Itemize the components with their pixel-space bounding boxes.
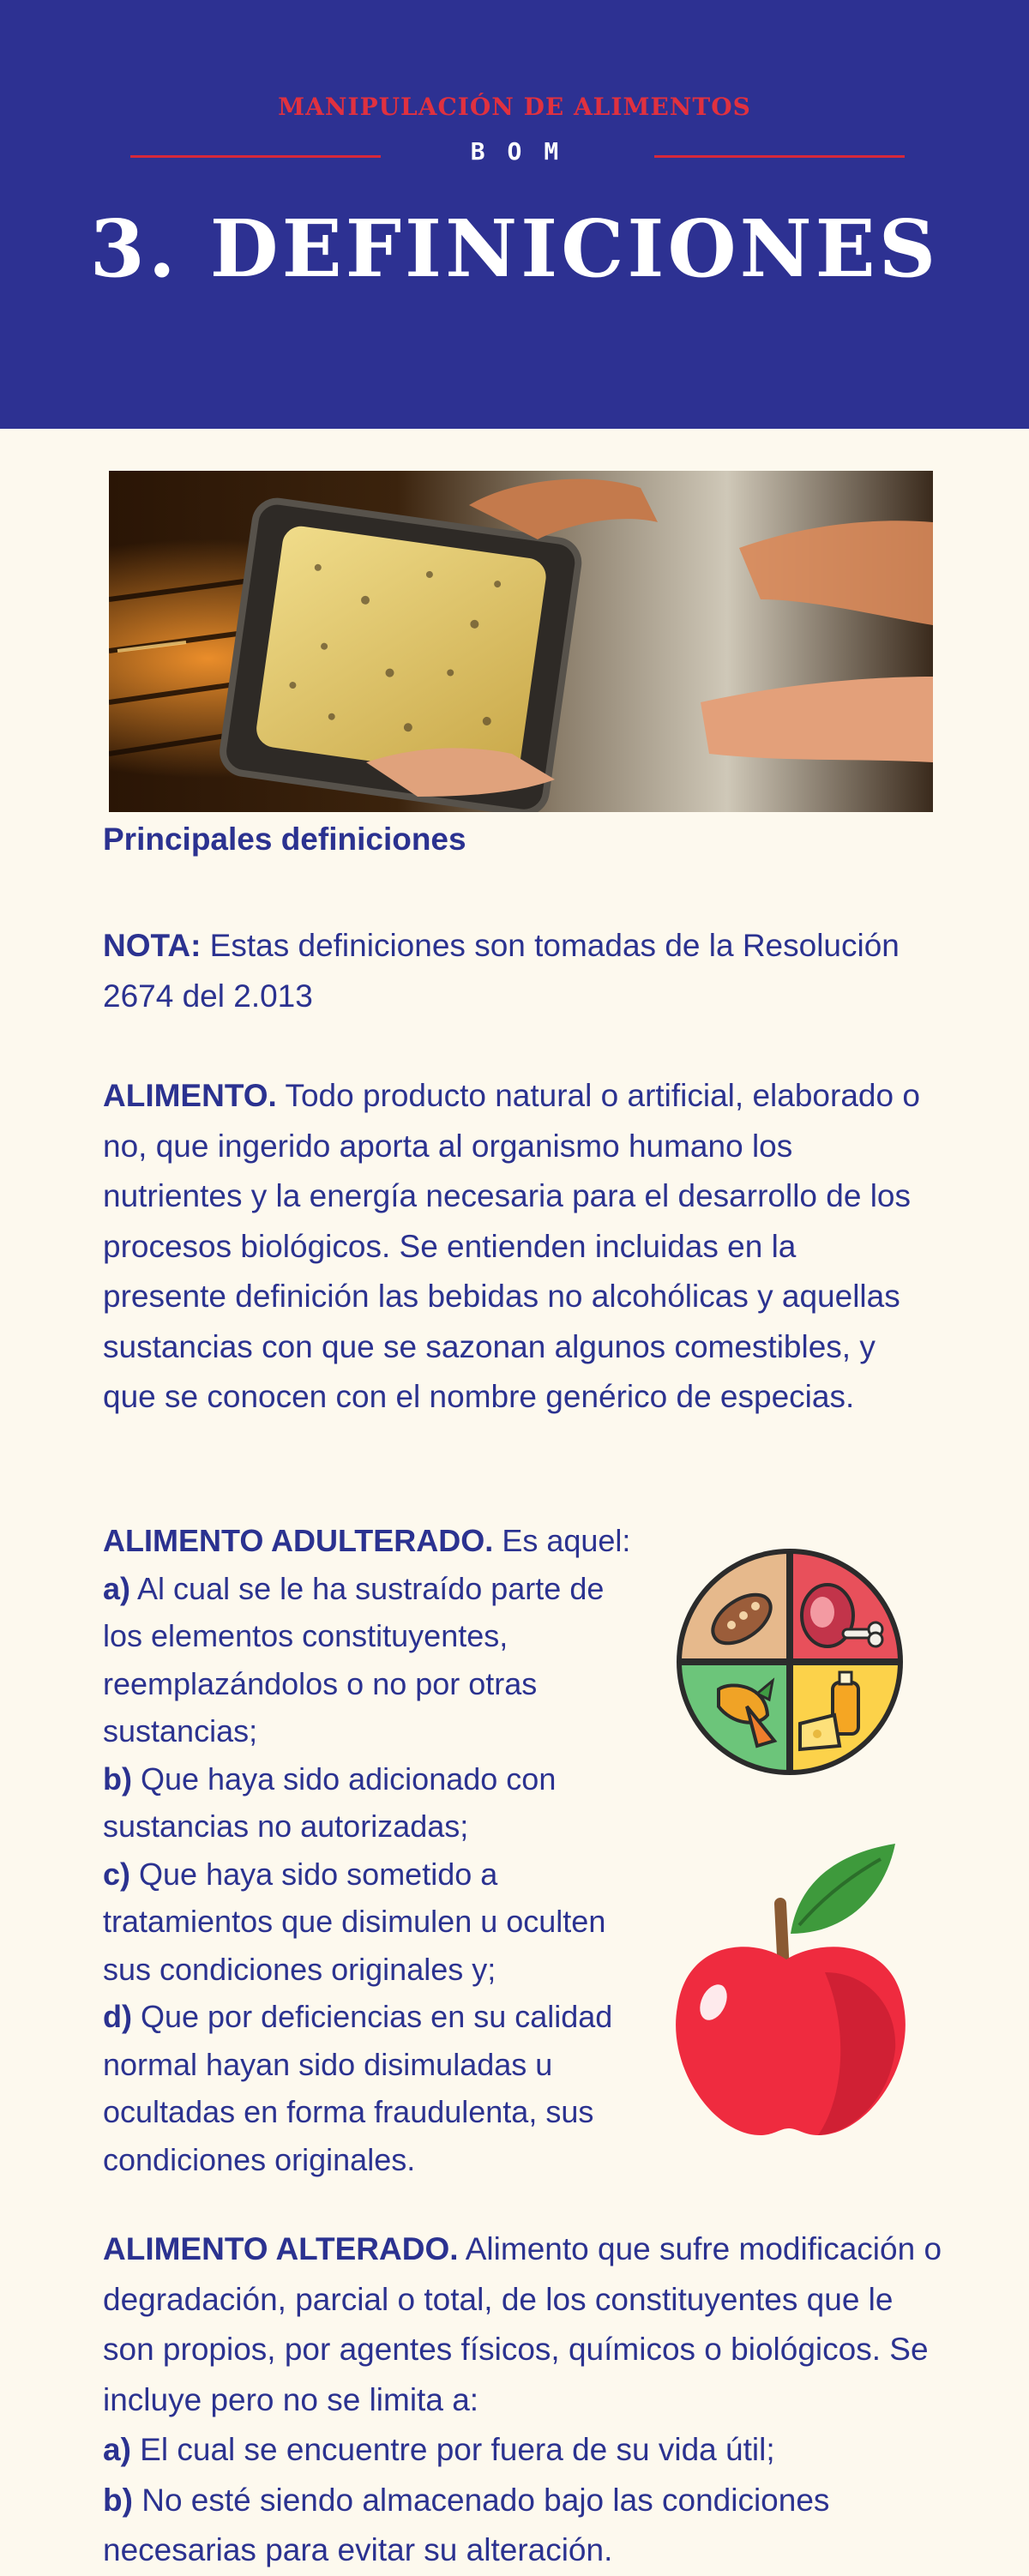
section-subtitle: Principales definiciones xyxy=(103,822,466,857)
note-label: NOTA: xyxy=(103,928,202,963)
header-rule-right xyxy=(654,155,905,158)
list-item xyxy=(103,2425,943,2476)
header-banner xyxy=(0,0,1029,429)
definition-alimento-label: ALIMENTO. xyxy=(103,1078,277,1113)
list-item-key: d) xyxy=(103,1999,132,2034)
list-item-text: Al cual se le ha sustraído parte de los elementos constituyentes, reemplazándolos o no por otras sustancias; xyxy=(103,1570,605,1748)
list-item-key: a) xyxy=(103,2432,131,2467)
definition-adulterado-intro: Es aquel: xyxy=(493,1523,631,1558)
list-item xyxy=(103,1565,652,1755)
apple-icon xyxy=(671,1844,911,2148)
list-item-key: c) xyxy=(103,1856,131,1892)
list-item xyxy=(103,1851,652,1994)
header-kicker: MANIPULACIÓN DE ALIMENTOS xyxy=(278,93,751,121)
note-paragraph xyxy=(103,921,926,1021)
food-groups-plate-icon xyxy=(671,1544,908,1785)
definition-alterado-label: ALIMENTO ALTERADO. xyxy=(103,2231,459,2266)
definition-alimento-text: Todo producto natural o artificial, elaborado o no, que ingerido aporta al organismo humano los nutrientes y la energía necesaria para el desarrollo de los procesos biológicos. Se entienden incluidas en la presente definición las bebidas no alcohólicas y aquellas sustancias con que se sazonan algunos comestibles, y que se conocen con el nombre genérico de especias. xyxy=(103,1078,920,1414)
list-item-text: Que haya sido sometido a tratamientos que disimulen u oculten sus condiciones originales y; xyxy=(103,1856,606,1987)
definition-alimento xyxy=(103,1071,926,1423)
list-item xyxy=(103,1993,652,2183)
list-item xyxy=(103,1755,652,1851)
list-item-text: Que haya sido adicionado con sustancias no autorizadas; xyxy=(103,1760,557,1844)
list-item-key: b) xyxy=(103,1760,132,1797)
page-title: 3. DEFINICIONES xyxy=(89,202,940,295)
list-item-key: a) xyxy=(103,1570,131,1606)
list-item-text: No esté siendo almacenado bajo las condiciones necesarias para evitar su alteración. xyxy=(103,2482,830,2567)
header-brand: BOM xyxy=(470,137,581,166)
definition-alterado-text: Alimento que sufre modificación o degradación, parcial o total, de los constituyentes que le son propios, por agentes físicos, químicos o biológicos. Se incluye pero no se limita a: xyxy=(103,2231,942,2417)
definition-alterado xyxy=(103,2224,943,2576)
list-item-text: Que por deficiencias en su calidad normal hayan sido disimuladas u ocultadas en forma fraudulenta, sus condiciones originales. xyxy=(103,1999,613,2177)
note-text: Estas definiciones son tomadas de la Resolución 2674 del 2.013 xyxy=(103,928,900,1014)
list-item xyxy=(103,2476,943,2576)
definition-adulterado xyxy=(103,1517,652,2183)
list-item-text: El cual se encuentre por fuera de su vida útil; xyxy=(130,2432,775,2467)
baking-tray-photo xyxy=(109,471,933,812)
definition-adulterado-label: ALIMENTO ADULTERADO. xyxy=(103,1523,494,1558)
list-item-key: b) xyxy=(103,2482,133,2518)
